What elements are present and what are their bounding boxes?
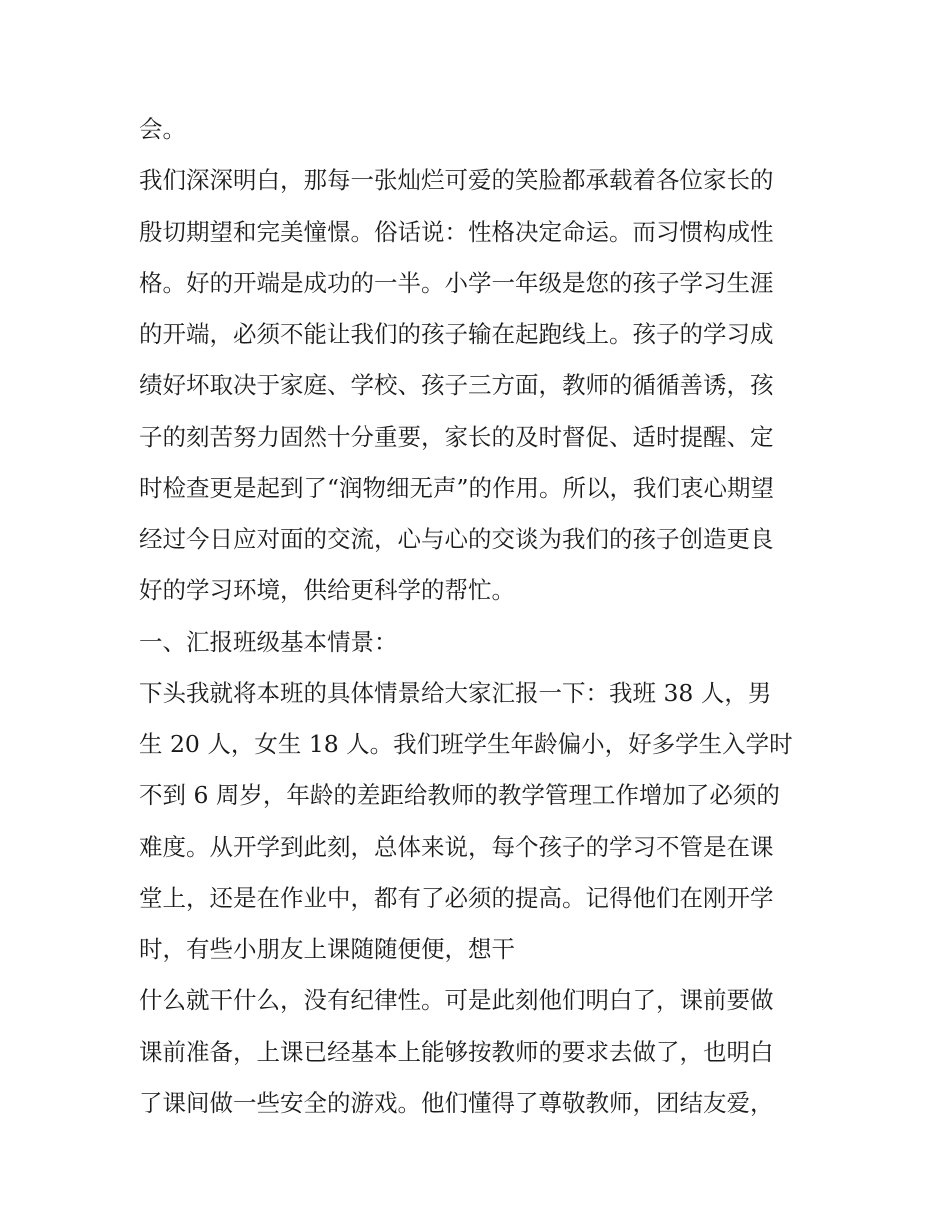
document-body [139,110,829,1135]
text-line: 好的学习环境，供给更科学的帮忙。 [139,576,515,605]
text-line: 殷切期望和完美憧憬。俗话说：性格决定命运。而习惯构成性 [139,217,774,246]
text-line: 时检查更是起到了“润物细无声”的作用。所以，我们衷心期望 [139,473,775,502]
section-heading: 一、汇报班级基本情景： [139,627,398,656]
text-line: 我们深深明白，那每一张灿烂可爱的笑脸都承载着各位家长的 [139,166,774,195]
text-line: 什么就干什么，没有纪律性。可是此刻他们明白了，课前要做 [139,986,774,1015]
text-line: 绩好坏取决于家庭、学校、孩子三方面，教师的循循善诱，孩 [139,371,774,400]
text-line: 不到 6 周岁，年龄的差距给教师的教学管理工作增加了必须的 [139,781,780,810]
text-line: 时，有些小朋友上课随随便便，想干 [139,935,515,963]
text-line: 难度。从开学到此刻，总体来说，每个孩子的学习不管是在课 [139,832,774,861]
text-line: 子的刻苦努力固然十分重要，家长的及时督促、适时提醒、定 [139,422,774,451]
text-line: 下头我就将本班的具体情景给大家汇报一下：我班 38 人，男 [139,678,772,707]
text-line: 格。好的开端是成功的一半。小学一年级是您的孩子学习生涯 [139,268,774,297]
text-line: 课前准备，上课已经基本上能够按教师的要求去做了，也明白 [139,1037,774,1066]
text-line: 的开端，必须不能让我们的孩子输在起跑线上。孩子的学习成 [139,320,774,348]
text-line: 经过今日应对面的交流，心与心的交谈为我们的孩子创造更良 [139,525,774,553]
text-line: 堂上，还是在作业中，都有了必须的提高。记得他们在刚开学 [139,883,774,912]
text-line: 了课间做一些安全的游戏。他们懂得了尊敬教师，团结友爱， [139,1088,774,1117]
text-line: 会。 [139,115,186,143]
text-line: 生 20 人，女生 18 人。我们班学生年龄偏小，好多学生入学时 [139,730,793,758]
